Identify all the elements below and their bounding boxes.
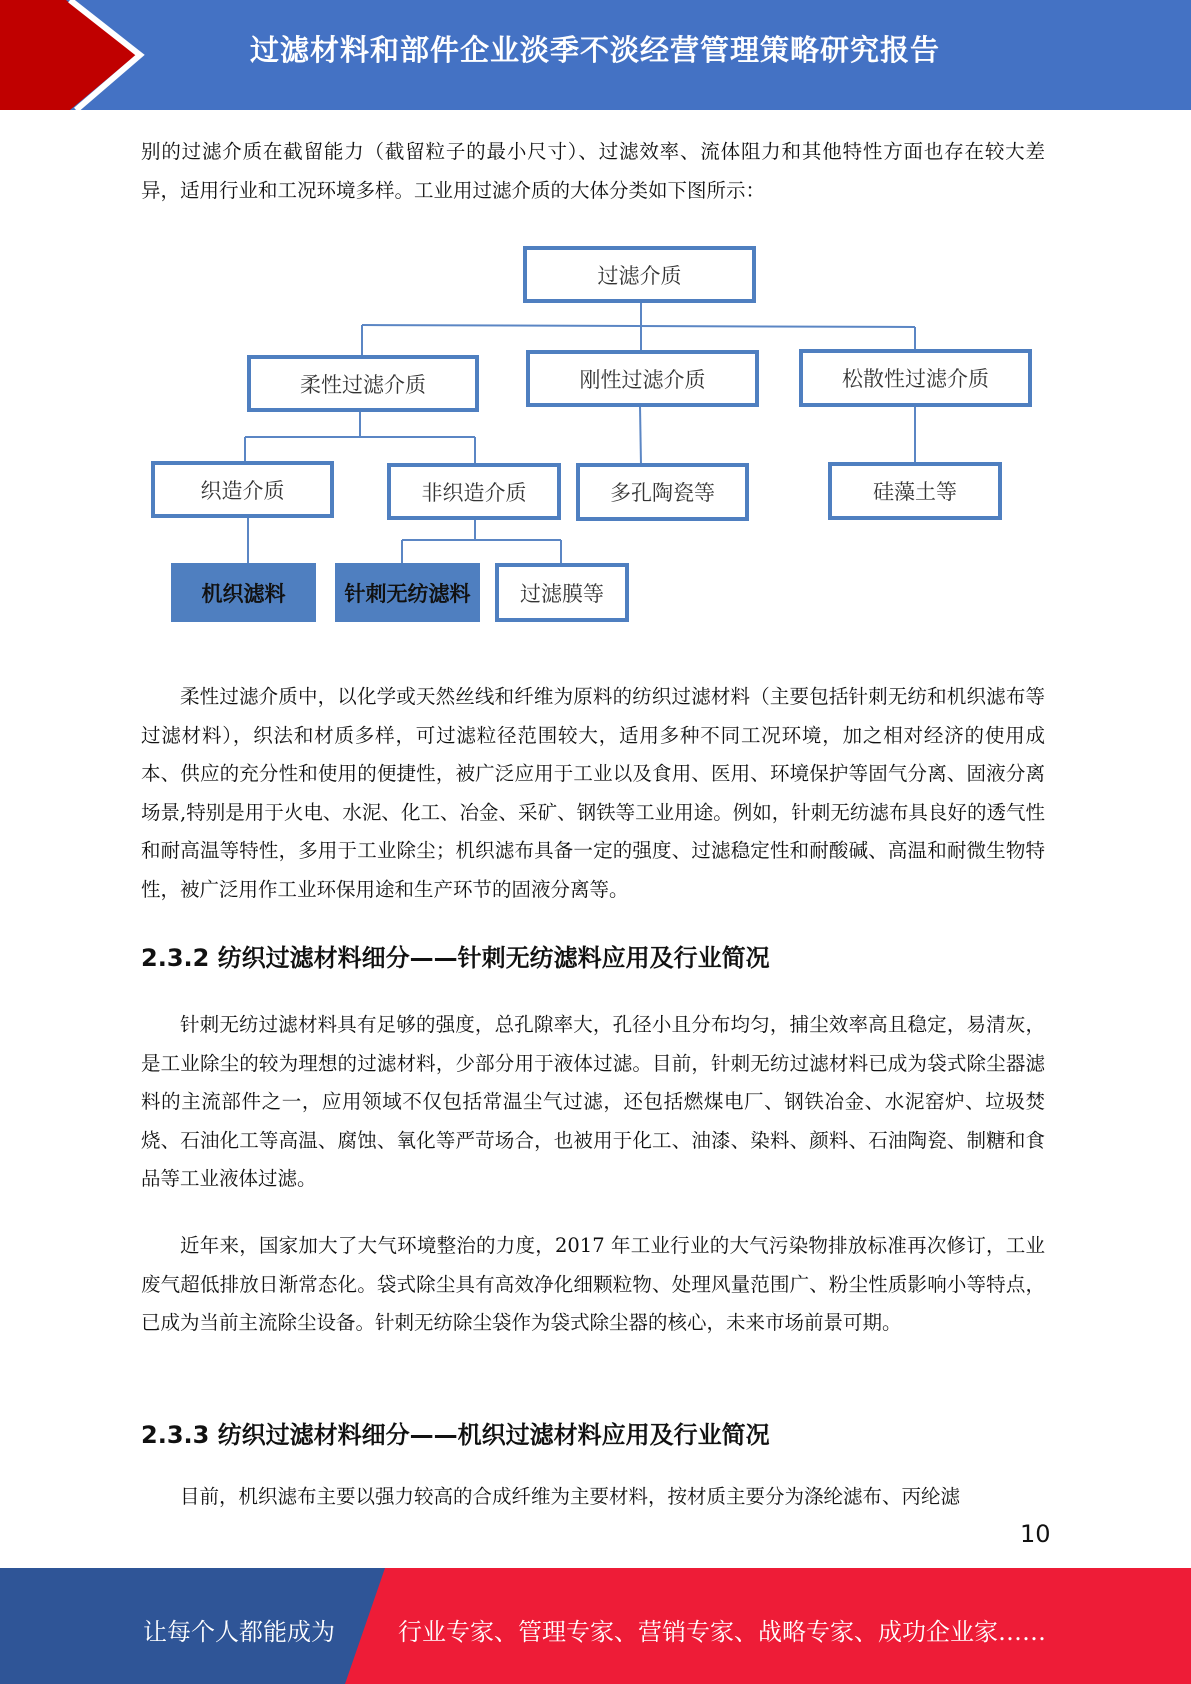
paragraph-needle-punched: 针刺无纺过滤材料具有足够的强度，总孔隙率大，孔径小且分布均匀，捕尘效率高且稳定，易清灰，是工业除尘的较为理想的过滤材料，少部分用于液体过滤。目前，针刺无纺过滤材料已成为袋式除尘器滤料的主流部件之一，应用领域不仅包括常温尘气过滤，还包括燃煤电厂、钢铁冶金、水泥窑炉、垃圾焚烧、石油化工等高温、腐蚀、氧化等严苛场合，也被用于化工、油漆、染料、颜料、石油陶瓷、制糖和食品等工业液体过滤。 bbox=[141, 1013, 1045, 1190]
paragraph-flexible-media: 柔性过滤介质中，以化学或天然丝线和纤维为原料的纺织过滤材料（主要包括针刺无纺和机织滤布等过滤材料），织法和材质多样，可过滤粒径范围较大，适用多种不同工况环境，加之相对经济的使用成本、供应的充分性和使用的便捷性，被广泛应用于工业以及食用、医用、环境保护等固气分离、固液分离场景,特别是用于火电、水泥、化工、冶金、采矿、钢铁等工业用途。例如，针刺无纺滤布具良好的透气性和耐高温等特性，多用于工业除尘；机织滤布具备一定的强度、过滤稳定性和耐酸碱、高温和耐微生物特性，被广泛用作工业环保用途和生产环节的固液分离等。 bbox=[141, 685, 1045, 901]
filter-media-classification-diagram bbox=[0, 0, 1191, 640]
node-diatomite: 硅藻土等 bbox=[828, 462, 1002, 520]
section-heading-2-3-3: 2.3.3 纺织过滤材料细分——机织过滤材料应用及行业简况 bbox=[141, 1421, 770, 1449]
footer-slogan-left: 让每个人都能成为 bbox=[143, 1618, 335, 1646]
diagram-connectors bbox=[0, 0, 1191, 640]
page-number: 10 bbox=[1020, 1520, 1051, 1548]
node-nonwoven-media: 非织造介质 bbox=[387, 463, 561, 520]
node-woven-media: 织造介质 bbox=[151, 461, 334, 518]
node-membrane: 过滤膜等 bbox=[495, 563, 629, 622]
node-flexible-media: 柔性过滤介质 bbox=[247, 355, 479, 412]
node-needle-punched-filter: 针刺无纺滤料 bbox=[335, 563, 480, 622]
node-loose-media: 松散性过滤介质 bbox=[799, 349, 1032, 407]
node-filter-media: 过滤介质 bbox=[523, 246, 756, 303]
paragraph-intro: 别的过滤介质在截留能力（截留粒子的最小尺寸）、过滤效率、流体阻力和其他特性方面也存在较大差异，适用行业和工况环境多样。工业用过滤介质的大体分类如下图所示： bbox=[141, 140, 1045, 202]
node-porous-ceramic: 多孔陶瓷等 bbox=[576, 463, 749, 521]
page-footer bbox=[0, 1568, 1191, 1684]
section-heading-2-3-2: 2.3.2 纺织过滤材料细分——针刺无纺滤料应用及行业简况 bbox=[141, 944, 770, 972]
paragraph-recent-years: 近年来，国家加大了大气环境整治的力度，2017 年工业行业的大气污染物排放标准再次修订，工业废气超低排放日渐常态化。袋式除尘具有高效净化细颗粒物、处理风量范围广、粉尘性质影响小等特点，已成为当前主流除尘设备。针刺无纺除尘袋作为袋式除尘器的核心，未来市场前景可期。 bbox=[141, 1234, 1045, 1334]
footer-slogan-right: 行业专家、管理专家、营销专家、战略专家、成功企业家…… bbox=[398, 1618, 1046, 1646]
node-rigid-media: 刚性过滤介质 bbox=[526, 350, 759, 407]
node-woven-filter: 机织滤料 bbox=[171, 563, 316, 622]
paragraph-woven-filter: 目前，机织滤布主要以强力较高的合成纤维为主要材料，按材质主要分为涤纶滤布、丙纶滤 bbox=[180, 1485, 961, 1508]
report-title: 过滤材料和部件企业淡季不淡经营管理策略研究报告 bbox=[250, 33, 941, 67]
